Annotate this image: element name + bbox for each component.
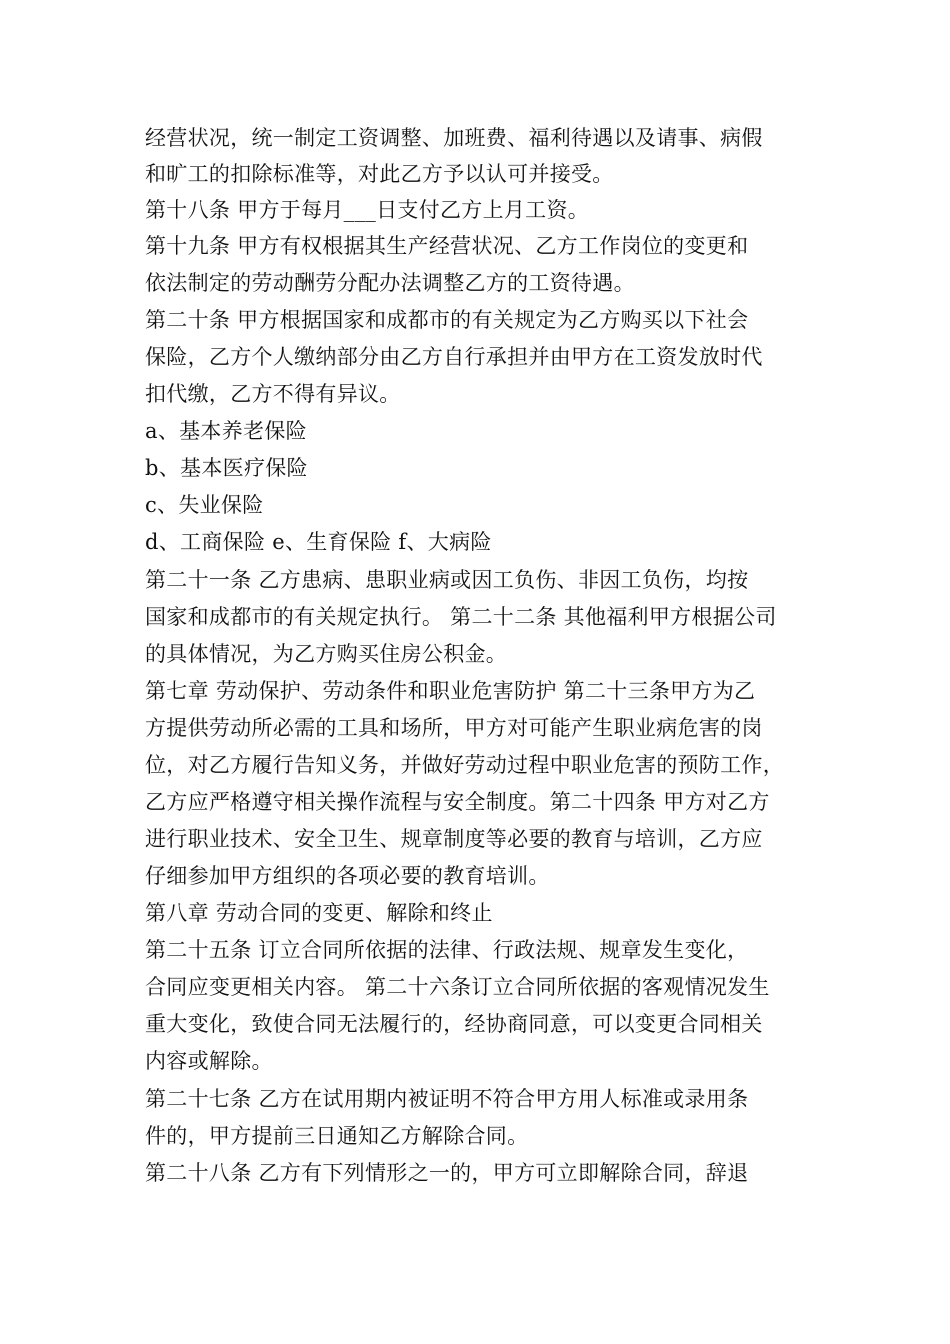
text-line: 进行职业技术、安全卫生、规章制度等必要的教育与培训，乙方应 <box>145 827 763 851</box>
text-line: 重大变化，致使合同无法履行的，经协商同意，可以变更合同相关 <box>145 1012 763 1036</box>
text-line: 件的，甲方提前三日通知乙方解除合同。 <box>145 1124 529 1148</box>
text-line: 第八章 劳动合同的变更、解除和终止 <box>145 901 493 925</box>
text-line: 第七章 劳动保护、劳动条件和职业危害防护 第二十三条甲方为乙 <box>145 679 756 703</box>
text-line: 依法制定的劳动酬劳分配办法调整乙方的工资待遇。 <box>145 271 635 295</box>
text-line: 乙方应严格遵守相关操作流程与安全制度。第二十四条 甲方对乙方 <box>145 790 770 814</box>
text-line: 和旷工的扣除标准等，对此乙方予以认可并接受。 <box>145 162 614 186</box>
text-line: 第十九条 甲方有权根据其生产经营状况、乙方工作岗位的变更和 <box>145 234 749 258</box>
text-line: 扣代缴，乙方不得有异议。 <box>145 382 401 406</box>
text-line: 第二十条 甲方根据国家和成都市的有关规定为乙方购买以下社会 <box>145 308 749 332</box>
text-line: 的具体情况，为乙方购买住房公积金。 <box>145 642 508 666</box>
text-line: d、工商保险 e、生育保险 f、大病险 <box>145 530 492 554</box>
text-line: b、基本医疗保险 <box>145 456 308 480</box>
text-line: 第二十七条 乙方在试用期内被证明不符合甲方用人标准或录用条 <box>145 1087 749 1111</box>
text-line: 第二十八条 乙方有下列情形之一的，甲方可立即解除合同，辞退 <box>145 1161 749 1185</box>
text-line: 合同应变更相关内容。 第二十六条订立合同所依据的客观情况发生 <box>145 975 770 999</box>
text-line: c、失业保险 <box>145 493 264 517</box>
text-line: 第二十五条 订立合同所依据的法律、行政法规、规章发生变化， <box>145 938 749 962</box>
text-line: 方提供劳动所必需的工具和场所，甲方对可能产生职业病危害的岗 <box>145 716 763 740</box>
text-line: a、基本养老保险 <box>145 419 307 443</box>
text-line: 仔细参加甲方组织的各项必要的教育培训。 <box>145 864 550 888</box>
text-line: 保险，乙方个人缴纳部分由乙方自行承担并由甲方在工资发放时代 <box>145 345 763 369</box>
text-line: 第二十一条 乙方患病、患职业病或因工负伤、非因工负伤，均按 <box>145 568 749 592</box>
text-line: 位，对乙方履行告知义务，并做好劳动过程中职业危害的预防工作， <box>145 753 784 777</box>
text-line: 第十八条 甲方于每月___日支付乙方上月工资。 <box>145 198 590 222</box>
text-line: 国家和成都市的有关规定执行。 第二十二条 其他福利甲方根据公司 <box>145 605 777 629</box>
text-line: 内容或解除。 <box>145 1049 273 1073</box>
text-line: 经营状况，统一制定工资调整、加班费、福利待遇以及请事、病假 <box>145 126 763 150</box>
